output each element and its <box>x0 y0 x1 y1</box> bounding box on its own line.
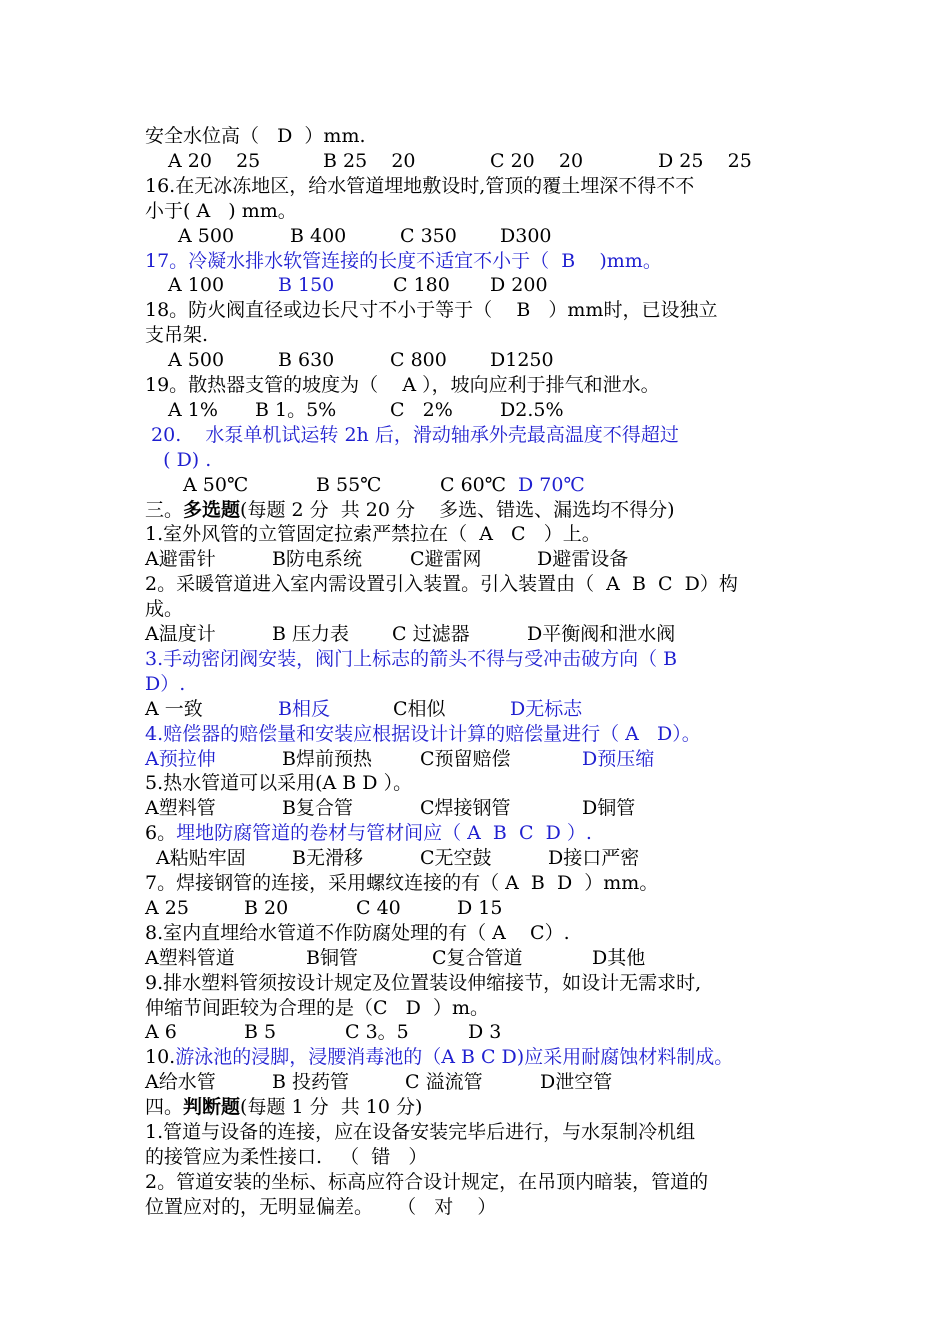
text-line: 伸缩节间距较为合理的是（C D ）m。 <box>145 997 489 1019</box>
answer-options-row <box>0 473 950 497</box>
text-line: 7。焊接钢管的连接，采用螺纹连接的有（ A B D ）mm。 <box>145 872 659 894</box>
answer-option: D 200 <box>490 274 548 296</box>
answer-option: D无标志 <box>510 698 583 720</box>
text-line: 成。 <box>145 598 184 620</box>
answer-option: C复合管道 <box>432 947 523 969</box>
question-number: 6。 <box>145 822 177 844</box>
section-title: 判断题 <box>183 1096 241 1118</box>
text-line: ( D) . <box>145 449 212 471</box>
text-line: 2。采暖管道进入室内需设置引入装置。引入装置由（ A B C D）构 <box>145 573 738 595</box>
answer-option: C 800 <box>390 349 447 371</box>
answer-option: A避雷针 <box>145 548 216 570</box>
answer-option: B 压力表 <box>272 623 350 645</box>
answer-option: C 350 <box>400 225 457 247</box>
answer-option: C 溢流管 <box>405 1071 483 1093</box>
text-line <box>145 1045 733 1069</box>
text-line: D）. <box>145 673 186 695</box>
answer-options-row <box>0 796 950 820</box>
answer-option: C无空鼓 <box>420 847 492 869</box>
answer-option: D 25 25 <box>658 150 752 172</box>
answer-option: D1250 <box>490 349 554 371</box>
answer-options-row <box>0 697 950 721</box>
answer-option: A 500 <box>168 349 225 371</box>
answer-option: C 3。5 <box>345 1021 409 1043</box>
answer-option: C避雷网 <box>410 548 482 570</box>
answer-options-row <box>0 398 950 422</box>
section-note: (每题 1 分 共 10 分) <box>240 1096 423 1118</box>
text-line: 1.室外风管的立管固定拉索严禁拉在（ A C ）上。 <box>145 523 601 545</box>
text-line: 1.管道与设备的连接，应在设备安装完毕后进行，与水泵制冷机组 <box>145 1121 696 1143</box>
answer-options-row <box>0 896 950 920</box>
answer-option: A塑料管 <box>145 797 216 819</box>
answer-option: A 50℃ <box>183 474 249 496</box>
answer-options-row <box>0 348 950 372</box>
section-number: 三。 <box>145 499 184 521</box>
text-line: 位置应对的，无明显偏差。 （ 对 ） <box>145 1196 497 1218</box>
question-text: 游泳池的浸脚，浸腰消毒池的（A B C D)应采用耐腐蚀材料制成。 <box>175 1046 734 1068</box>
section-title: 多选题 <box>183 499 241 521</box>
text-line: 2。管道安装的坐标、标高应符合设计规定，在吊顶内暗装，管道的 <box>145 1171 709 1193</box>
text-line: 9.排水塑料管须按设计规定及位置装设伸缩接节，如设计无需求时, <box>145 972 702 994</box>
answer-option: B 投药管 <box>272 1071 350 1093</box>
answer-option: D 70℃ <box>518 474 585 496</box>
answer-option: C焊接钢管 <box>420 797 511 819</box>
answer-option: D避雷设备 <box>537 548 629 570</box>
answer-option: A 20 25 <box>168 150 261 172</box>
text-line: 支吊架. <box>145 324 209 346</box>
answer-option: D 15 <box>457 897 503 919</box>
text-line: 20. 水泵单机试运转 2h 后，滑动轴承外壳最高温度不得超过 <box>145 424 679 446</box>
answer-option: B铜管 <box>306 947 358 969</box>
section-heading <box>145 1095 422 1119</box>
answer-option: B 25 20 <box>323 150 416 172</box>
answer-option: A 6 <box>145 1021 177 1043</box>
answer-option: B 20 <box>244 897 289 919</box>
answer-option: D预压缩 <box>582 748 655 770</box>
question-text: 埋地防腐管道的卷材与管材间应（ A B C D ）. <box>176 822 592 844</box>
answer-options-row <box>0 1070 950 1094</box>
answer-option: C 过滤器 <box>392 623 470 645</box>
answer-option: D2.5% <box>500 399 564 421</box>
answer-option: C 2% <box>390 399 453 421</box>
section-note: (每题 2 分 共 20 分 多选、错选、漏选均不得分) <box>240 499 675 521</box>
answer-option: D铜管 <box>582 797 636 819</box>
answer-options-row <box>0 224 950 248</box>
text-line: 小于( A ) mm。 <box>145 200 297 222</box>
answer-option: B 150 <box>278 274 335 296</box>
text-line: 16.在无冰冻地区，给水管道埋地敷设时,管顶的覆土埋深不得不不 <box>145 175 695 197</box>
answer-options-row <box>0 1020 950 1044</box>
section-heading <box>145 498 675 522</box>
answer-option: A粘贴牢固 <box>150 847 246 869</box>
answer-options-row <box>0 149 950 173</box>
answer-option: D其他 <box>592 947 646 969</box>
text-line: 19。散热器支管的坡度为（ A ），坡向应利于排气和泄水。 <box>145 374 660 396</box>
answer-options-row <box>0 747 950 771</box>
answer-option: B复合管 <box>282 797 353 819</box>
answer-option: D平衡阀和泄水阀 <box>527 623 676 645</box>
answer-option: A 25 <box>145 897 189 919</box>
answer-option: C相似 <box>393 698 446 720</box>
answer-options-row <box>0 946 950 970</box>
answer-option: A 1% <box>168 399 218 421</box>
answer-options-row <box>0 273 950 297</box>
answer-option: B 5 <box>244 1021 277 1043</box>
question-number: 10. <box>145 1046 176 1068</box>
answer-option: A给水管 <box>145 1071 216 1093</box>
answer-option: D 3 <box>468 1021 502 1043</box>
text-line: 8.室内直埋给水管道不作防腐处理的有（ A C）. <box>145 922 570 944</box>
answer-option: D接口严密 <box>548 847 640 869</box>
answer-option: A预拉伸 <box>145 748 216 770</box>
answer-options-row <box>0 622 950 646</box>
answer-option: B相反 <box>278 698 330 720</box>
text-line: 4.赔偿器的赔偿量和安装应根据设计计算的赔偿量进行（ A D）。 <box>145 723 701 745</box>
text-line: 17。冷凝水排水软管连接的长度不适宜不小于（ B )mm。 <box>145 250 662 272</box>
answer-option: B防电系统 <box>272 548 362 570</box>
answer-option: C 20 20 <box>490 150 584 172</box>
answer-option: A温度计 <box>145 623 216 645</box>
answer-option: A 100 <box>168 274 225 296</box>
answer-option: C 180 <box>393 274 450 296</box>
answer-options-row <box>0 846 950 870</box>
answer-option: B 400 <box>290 225 347 247</box>
answer-option: B无滑移 <box>292 847 363 869</box>
answer-option: C 40 <box>356 897 401 919</box>
text-line: 5.热水管道可以采用(A B D ）。 <box>145 772 413 794</box>
text-line: 的接管应为柔性接口. （ 错 ） <box>145 1146 428 1168</box>
answer-option: D300 <box>500 225 552 247</box>
text-line <box>145 821 592 845</box>
answer-option: A塑料管道 <box>145 947 235 969</box>
answer-option: B焊前预热 <box>282 748 372 770</box>
text-line: 3.手动密闭阀安装，阀门上标志的箭头不得与受冲击破方向（ B <box>145 648 678 670</box>
answer-option: C 60℃ <box>440 474 507 496</box>
answer-option: A 500 <box>178 225 235 247</box>
answer-option: D泄空管 <box>540 1071 613 1093</box>
text-line: 安全水位高（ D ）mm. <box>145 125 366 147</box>
answer-option: B 630 <box>278 349 335 371</box>
answer-option: A 一致 <box>145 698 203 720</box>
text-line: 18。防火阀直径或边长尺寸不小于等于（ B ）mm时，已设独立 <box>145 299 718 321</box>
answer-options-row <box>0 547 950 571</box>
answer-option: B 55℃ <box>316 474 382 496</box>
answer-option: C预留赔偿 <box>420 748 511 770</box>
answer-option: B 1。5% <box>255 399 337 421</box>
section-number: 四。 <box>145 1096 184 1118</box>
